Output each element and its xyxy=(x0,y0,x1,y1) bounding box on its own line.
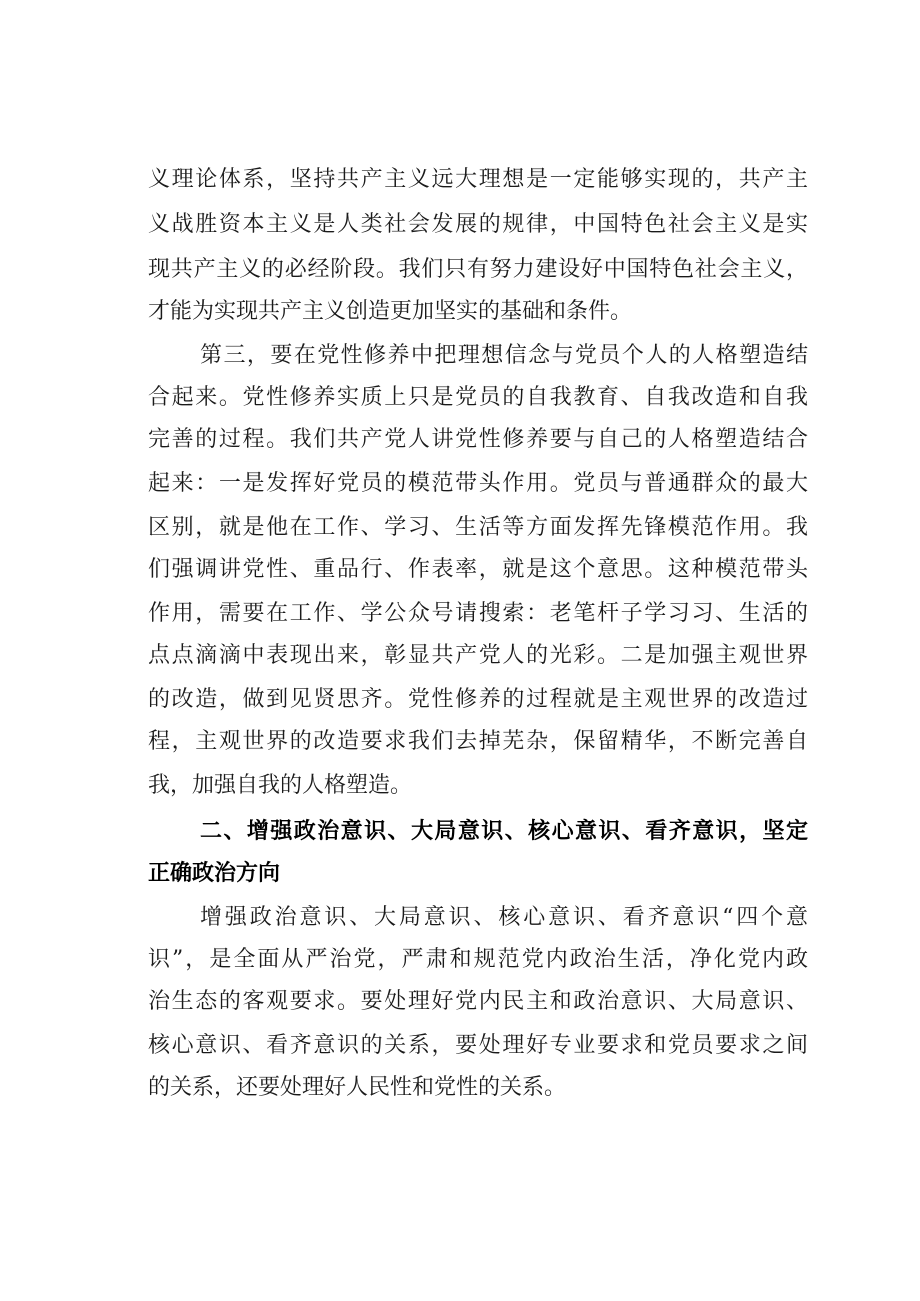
text-line: 完善的过程。我们共产党人讲党性修养要与自己的人格塑造结合 xyxy=(148,427,808,452)
text-line: 程，主观世界的改造要求我们去掉芜杂，保留精华，不断完善自 xyxy=(148,729,808,754)
text-line: 区别，就是他在工作、学习、生活等方面发挥先锋模范作用。我 xyxy=(148,515,808,540)
text-line: 的改造，做到见贤思齐。党性修养的过程就是主观世界的改造过 xyxy=(148,687,808,712)
text-line: 核心意识、看齐意识的关系，要处理好专业要求和党员要求之间 xyxy=(148,1033,808,1058)
text-line: 作用，需要在工作、学公众号请搜索：老笔杆子学习习、生活的 xyxy=(148,601,808,626)
text-line: 合起来。党性修养实质上只是党员的自我教育、自我改造和自我 xyxy=(148,385,808,410)
text-line: 起来：一是发挥好党员的模范带头作用。党员与普通群众的最大 xyxy=(148,471,808,496)
section-heading: 正确政治方向 xyxy=(148,861,281,886)
section-heading: 二、增强政治意识、大局意识、核心意识、看齐意识，坚定 xyxy=(200,819,808,844)
text-line: 义战胜资本主义是人类社会发展的规律，中国特色社会主义是实 xyxy=(148,212,808,237)
text-line: 义理论体系，坚持共产主义远大理想是一定能够实现的，共产主 xyxy=(148,167,808,192)
text-line: 的关系，还要处理好人民性和党性的关系。 xyxy=(148,1075,567,1100)
text-line: 才能为实现共产主义创造更加坚实的基础和条件。 xyxy=(148,299,633,324)
text-line: 识”，是全面从严治党，严肃和规范党内政治生活，净化党内政 xyxy=(148,947,808,972)
text-line: 治生态的客观要求。要处理好党内民主和政治意识、大局意识、 xyxy=(148,989,808,1014)
text-line: 增强政治意识、大局意识、核心意识、看齐意识“四个意 xyxy=(200,905,808,930)
text-line: 我，加强自我的人格塑造。 xyxy=(148,773,413,798)
text-line: 现共产主义的必经阶段。我们只有努力建设好中国特色社会主义， xyxy=(148,257,808,282)
text-line: 点点滴滴中表现出来，彰显共产党人的光彩。二是加强主观世界 xyxy=(148,643,808,668)
text-line: 第三，要在党性修养中把理想信念与党员个人的人格塑造结 xyxy=(200,343,808,368)
text-line: 们强调讲党性、重品行、作表率，就是这个意思。这种模范带头 xyxy=(148,557,808,582)
